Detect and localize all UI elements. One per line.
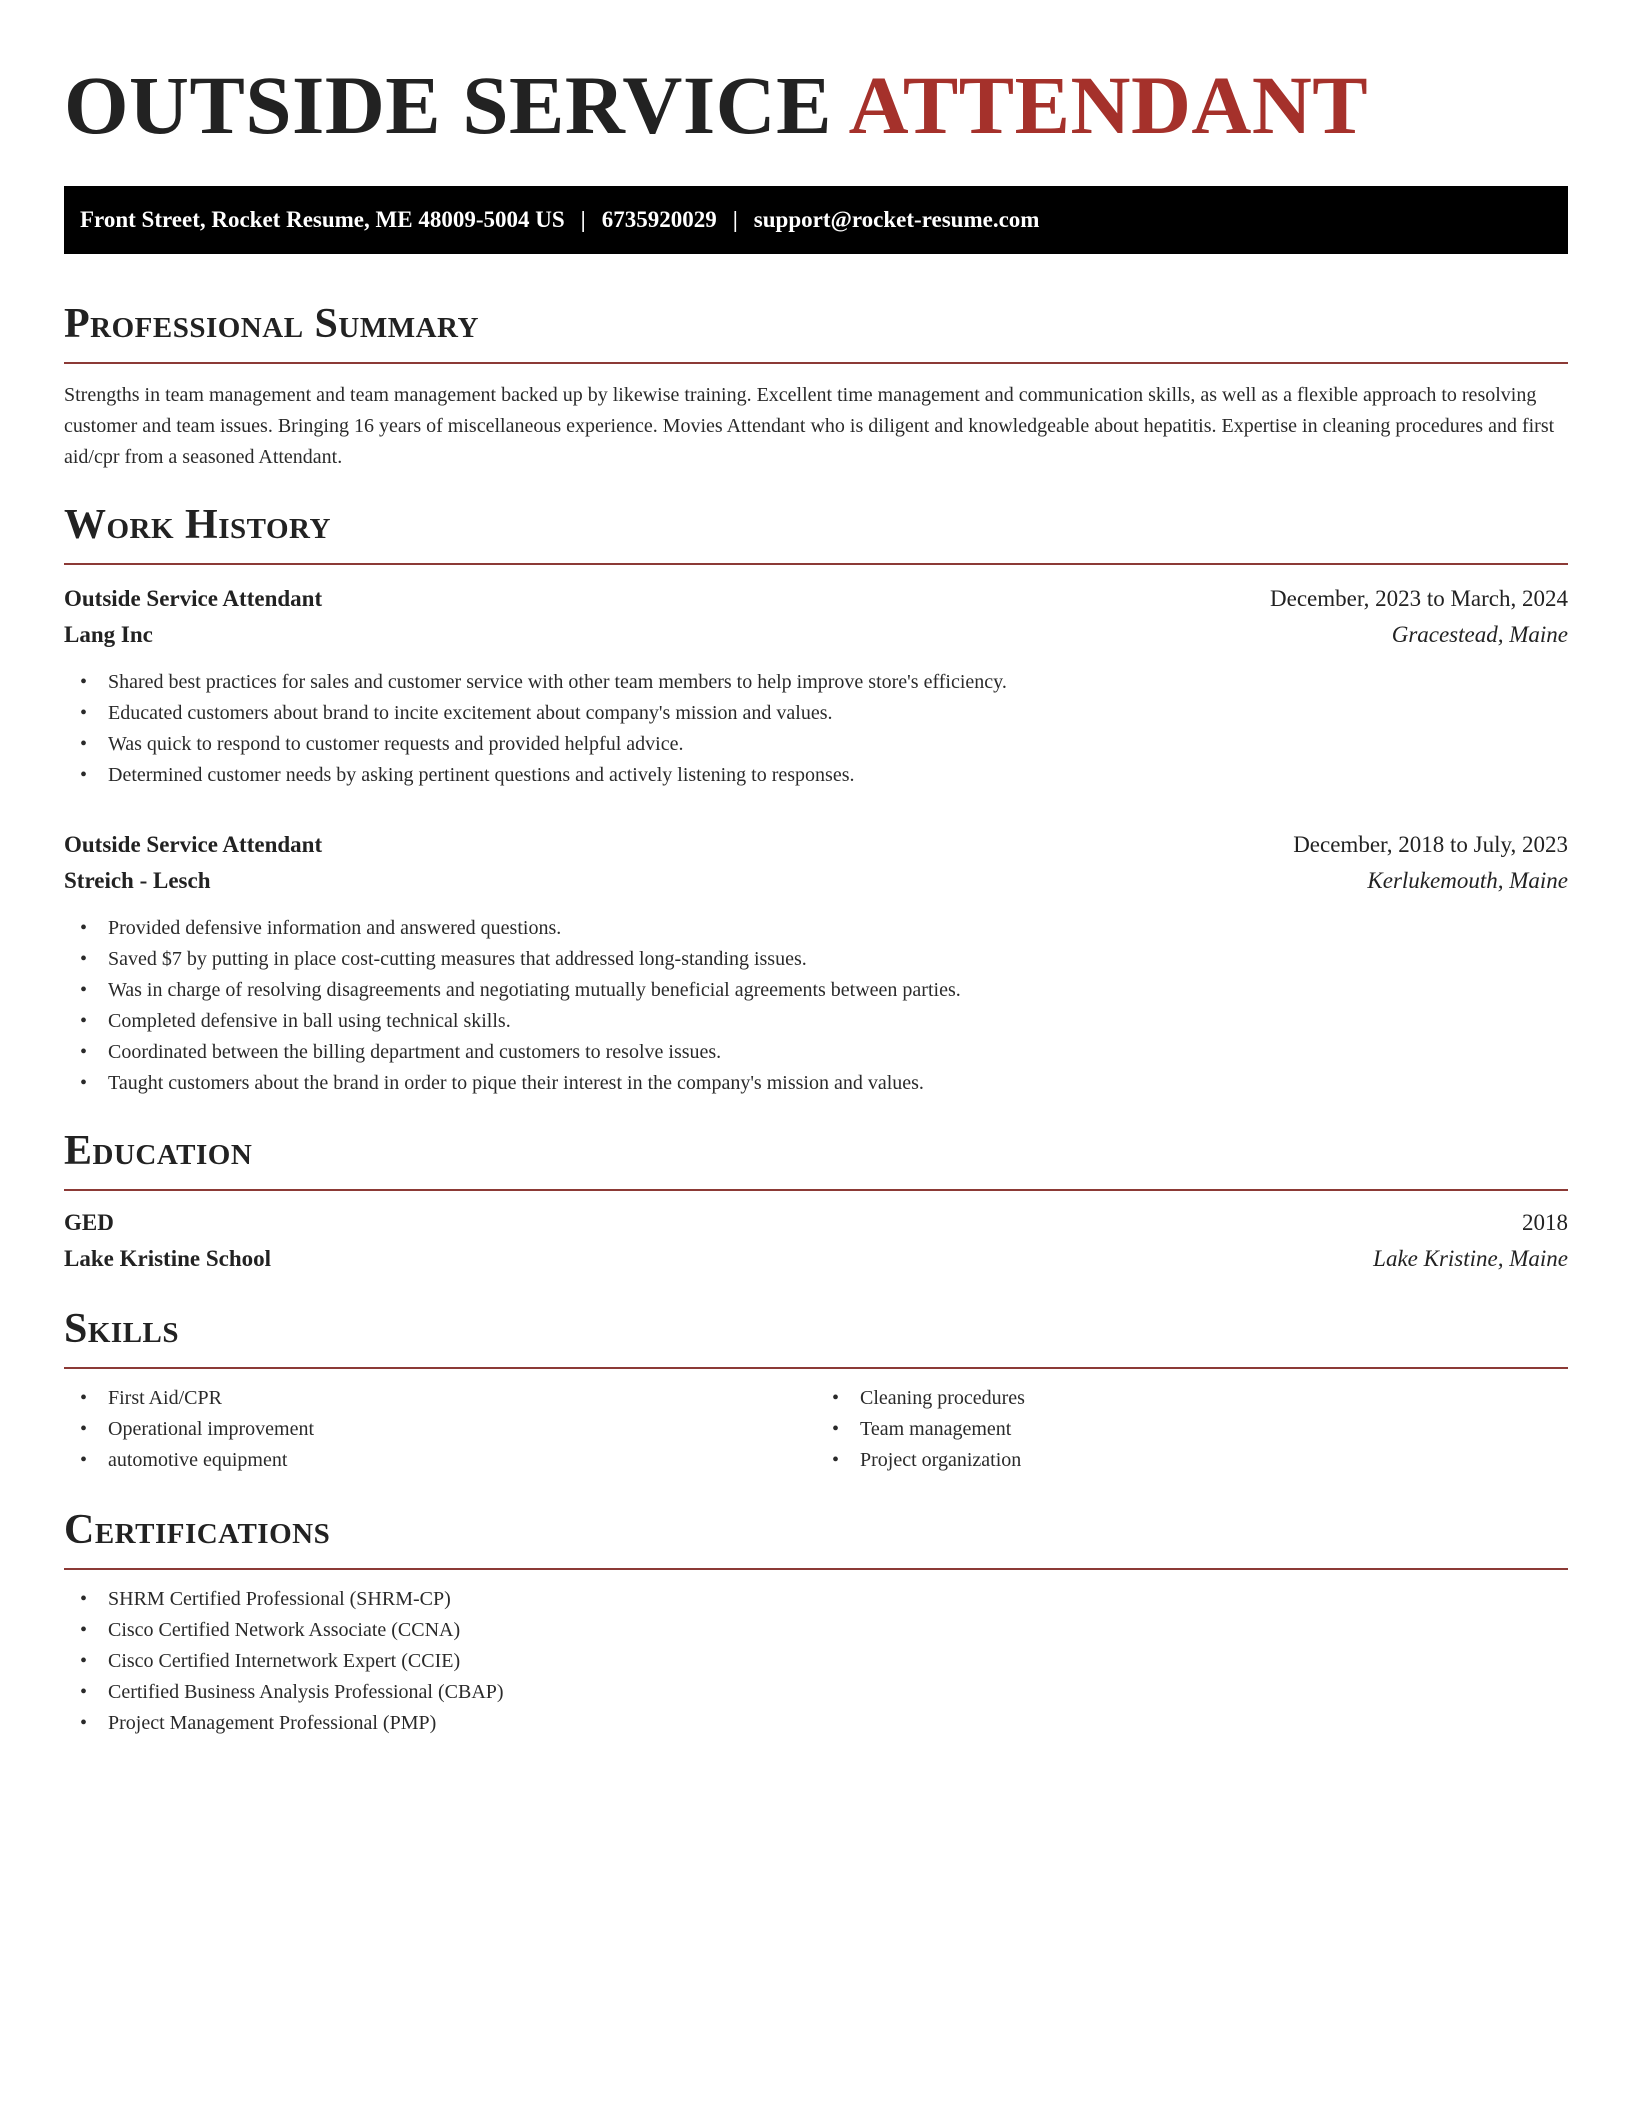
job-bullets [64,913,1568,1099]
work-history-heading: Work History [64,502,331,548]
section-divider [64,563,1568,565]
education-heading: Education [64,1128,253,1174]
skill-item: • First Aid/CPR [64,1383,816,1414]
contact-separator: | [732,207,738,232]
job-entry [64,581,1568,791]
section-divider [64,1568,1568,1570]
job-title: Outside Service Attendant [64,832,323,857]
job-company: Lang Inc [64,622,153,647]
job-company: Streich - Lesch [64,868,211,893]
job-bullet: • Was in charge of resolving disagreements and negotiating mutually beneficial agreements between parties. [64,975,1568,1006]
job-location: Gracestead, Maine [1391,622,1568,647]
skills-section [64,1305,1568,1476]
contact-email: support@rocket-resume.com [753,207,1040,232]
education-section [64,1127,1568,1277]
job-bullet: • Shared best practices for sales and customer service with other team members to help improve store's efficiency. [64,667,1568,698]
job-title: Outside Service Attendant [64,586,323,611]
name-first: OUTSIDE SERVICE [64,59,832,151]
certifications-list [64,1584,1568,1739]
certification-item: • Cisco Certified Network Associate (CCNA) [64,1615,1568,1646]
certification-item: • Project Management Professional (PMP) [64,1708,1568,1739]
skill-item: • Cleaning procedures [816,1383,1568,1414]
education-degree: GED [64,1210,114,1235]
education-location: Lake Kristine, Maine [1373,1246,1568,1271]
summary-section [64,300,1568,473]
contact-separator: | [580,207,586,232]
job-bullet: • Was quick to respond to customer requests and provided helpful advice. [64,729,1568,760]
certification-item: • Cisco Certified Internetwork Expert (CCIE) [64,1646,1568,1677]
summary-heading: Professional Summary [64,301,479,347]
job-dates: December, 2018 to July, 2023 [1293,832,1568,857]
certifications-section [64,1506,1568,1739]
job-dates: December, 2023 to March, 2024 [1270,586,1568,611]
job-bullet: • Provided defensive information and answered questions. [64,913,1568,944]
job-bullet: • Taught customers about the brand in order to pique their interest in the company's mission and values. [64,1068,1568,1099]
skills-grid [64,1383,1568,1476]
job-entry [64,827,1568,1099]
skills-column-left [64,1383,816,1476]
job-bullets [64,667,1568,791]
contact-phone: 6735920029 [601,207,717,232]
skill-item: • Team management [816,1414,1568,1445]
section-divider [64,362,1568,364]
certifications-heading: Certifications [64,1507,331,1553]
skill-item: • Project organization [816,1445,1568,1476]
job-location: Kerlukemouth, Maine [1367,868,1568,893]
job-bullet: • Determined customer needs by asking pertinent questions and actively listening to responses. [64,760,1568,791]
name-last: ATTENDANT [848,59,1369,151]
section-divider [64,1189,1568,1191]
education-entry [64,1205,1568,1277]
skill-item: • automotive equipment [64,1445,816,1476]
contact-bar [64,186,1568,254]
education-year: 2018 [1522,1210,1568,1235]
job-bullet: • Coordinated between the billing department and customers to resolve issues. [64,1037,1568,1068]
contact-address: Front Street, Rocket Resume, ME 48009-5004 US [80,207,565,232]
summary-text: Strengths in team management and team management backed up by likewise training. Excellent time management and communication skills, as well as a flexible approach to resolving customer and team issues. Bringing 16 years of miscellaneous experience. Movies Attendant who is diligent and knowledgeable about hepatitis. Expertise in cleaning procedures and first aid/cpr from a seasoned Attendant. [64,384,1555,468]
certification-item: • Certified Business Analysis Professional (CBAP) [64,1677,1568,1708]
skills-column-right [816,1383,1568,1476]
skills-heading: Skills [64,1306,180,1352]
education-school: Lake Kristine School [64,1246,272,1271]
job-bullet: • Saved $7 by putting in place cost-cutting measures that addressed long-standing issues. [64,944,1568,975]
job-bullet: • Educated customers about brand to incite excitement about company's mission and values. [64,698,1568,729]
section-divider [64,1367,1568,1369]
skill-item: • Operational improvement [64,1414,816,1445]
job-bullet: • Completed defensive in ball using technical skills. [64,1006,1568,1037]
certification-item: • SHRM Certified Professional (SHRM-CP) [64,1584,1568,1615]
resume-name [64,58,1568,152]
work-history-section [64,501,1568,1099]
